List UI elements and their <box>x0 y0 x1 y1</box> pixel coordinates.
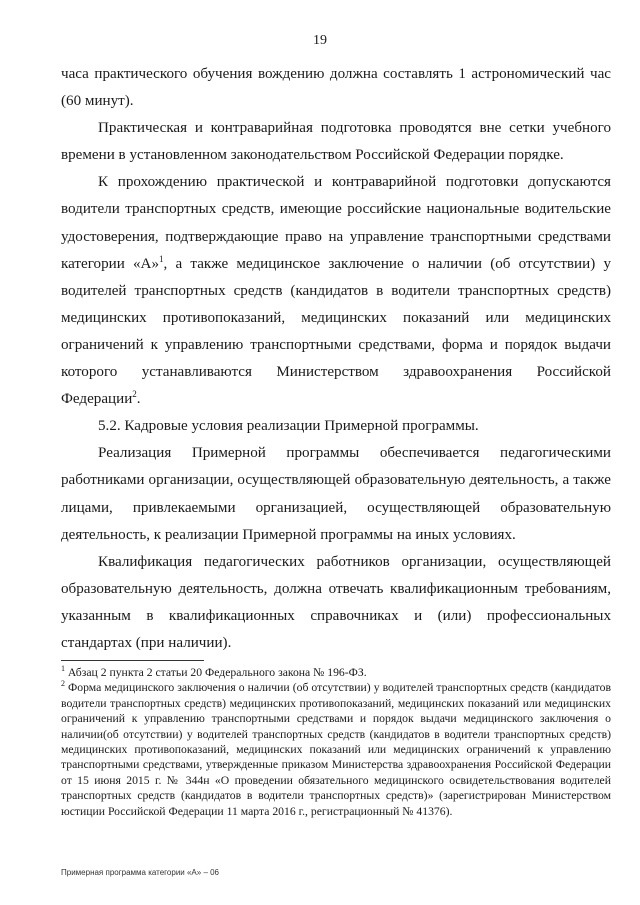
section-heading: 5.2. Кадровые условия реализации Примерной программы. <box>98 418 479 435</box>
footnote-divider <box>61 660 204 661</box>
paragraph-1: часа практического обучения вождению должна составлять 1 астрономический час (60 минут). <box>61 66 611 110</box>
footnotes <box>61 665 611 819</box>
footnote-text-1: Абзац 2 пункта 2 статьи 20 Федерального закона № 196-ФЗ. <box>65 666 367 679</box>
paragraph-5: Квалификация педагогических работников организации, осуществляющей образовательную деятельность, должна отвечать квалификационным требованиям, указанным в квалификационных справочниках и (или) профессиональных стандартах (при наличии). <box>61 553 611 651</box>
footnote-ref-1: 1 <box>159 253 164 264</box>
paragraph-4: Реализация Примерной программы обеспечивается педагогическими работниками организации, осуществляющей образовательную деятельность, а также лицами, привлекаемыми организацией, осуществляющей образовательную деятельность, к реализации Примерной программы на иных условиях. <box>61 445 611 543</box>
paragraph-3-text-end: . <box>136 391 141 408</box>
paragraph-2: Практическая и контраварийная подготовка проводятся вне сетки учебного времени в установленном законодательством Российской Федерации порядке. <box>61 120 611 164</box>
footnote-text-2: Форма медицинского заключения о наличии (об отсутствии) у водителей транспортных средств (кандидатов водители транспортных средств) медицинских противопоказаний, медицинских показаний или медицинских ограничений к управлению транспортными средствами и порядок выдачи медицинского заключения о наличии(об отсутствии) у водителей транспортных средств (кандидатов в водители транспортных средств) медицинских противопоказаний, медицинских показаний или медицинских ограничений к управлению транспортными средствами, утвержденные приказом Министерства здравоохранения Российской Федерации от 15 июня 2015 г. № 344н «О проведении обязательного медицинского освидетельствования водителей транспортных средств (кандидатов в водители транспортных средств)» (зарегистрирован Министерством юстиции Российской Федерации 11 марта 2016 г., регистрационный № 41376). <box>61 681 611 818</box>
paragraph-3 <box>61 169 611 413</box>
main-text <box>61 61 611 657</box>
footnote-2 <box>61 680 611 819</box>
paragraph-3-text-start: К прохождению практической и контраварийной подготовки допускаются водители транспортных средств, имеющие российские национальные водительские удостоверения, подтверждающие право на управление транспортными средствами категории «А» <box>61 174 611 272</box>
page-number: 19 <box>313 33 327 48</box>
footnote-ref-2: 2 <box>132 389 137 400</box>
page-footer: Примерная программа категории «А» – 06 <box>61 868 220 877</box>
paragraph-3-text-middle: , а также медицинское заключение о наличии (об отсутствии) у водителей транспортных средств (кандидатов в водители транспортных средств) медицинских противопоказаний, медицинских показаний или медицинских ограничений к управлению транспортными средствами, форма и порядок выдачи которого устанавливаются Министерством здравоохранения Российской Федерации <box>61 255 611 408</box>
footnote-1 <box>61 665 611 680</box>
footnote-mark-1: 1 <box>61 664 65 674</box>
footnote-mark-2: 2 <box>61 679 65 689</box>
